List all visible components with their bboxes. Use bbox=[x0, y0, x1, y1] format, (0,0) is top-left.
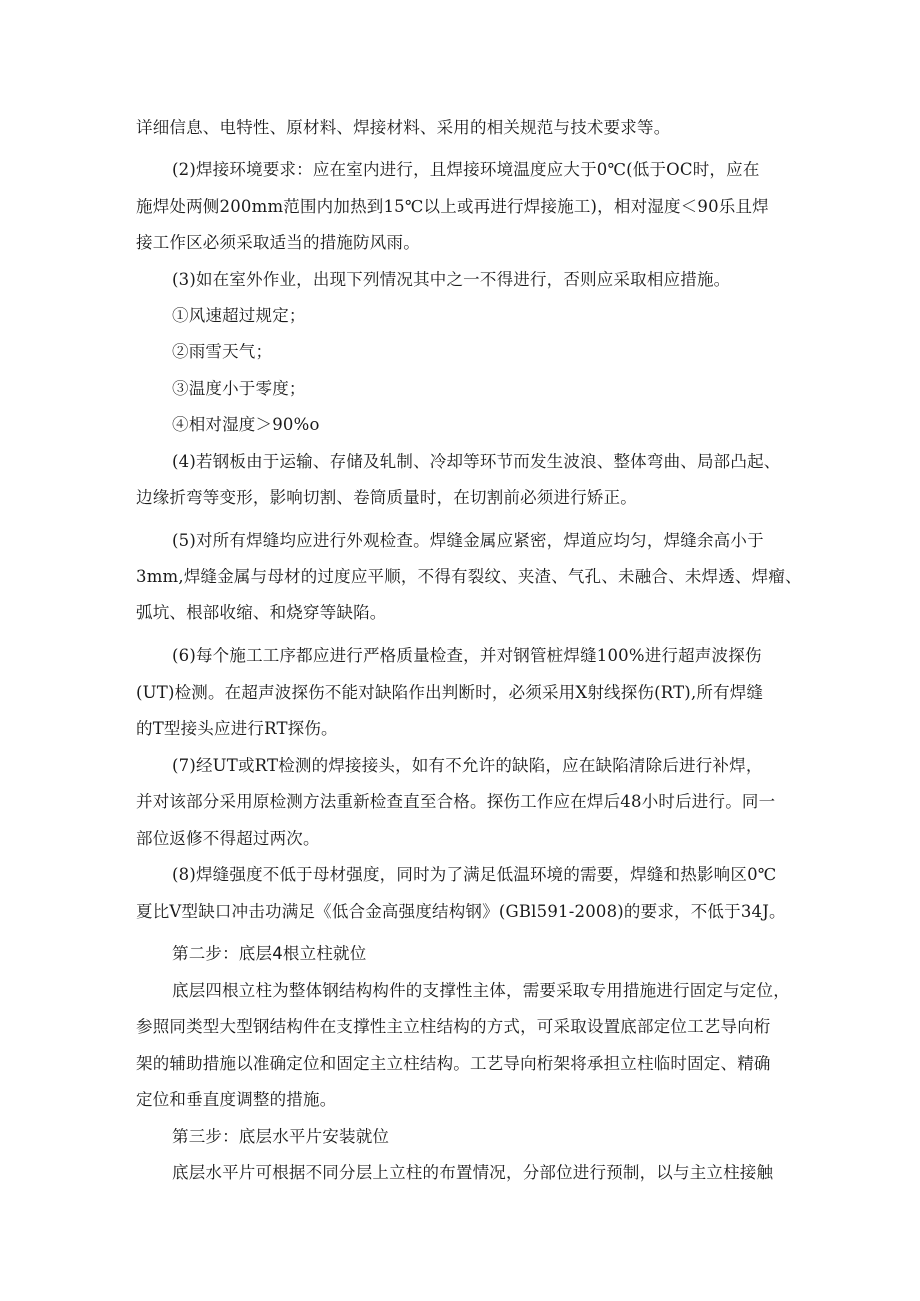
text-line: (4)若钢板由于运输、存储及轧制、冷却等环节而发生波浪、整体弯曲、局部凸起、 bbox=[172, 452, 781, 471]
text-line: 部位返修不得超过两次。 bbox=[136, 829, 320, 848]
text-line: 夏比V型缺口冲击功满足《低合金高强度结构钢》(GBl591-2008)的要求，不低于34J。 bbox=[136, 902, 786, 921]
list-item: ①风速超过规定； bbox=[172, 306, 306, 325]
text-line: 边缘折弯等变形，影响切割、卷筒质量时，在切割前必须进行矫正。 bbox=[136, 488, 637, 507]
text-line: (7)经UT或RT检测的焊接接头，如有不允许的缺陷，应在缺陷清除后进行补焊， bbox=[172, 756, 763, 775]
text-line: 3mm,焊缝金属与母材的过度应平顺，不得有裂纹、夹渣、气孔、未融合、未焊透、焊瘤、 bbox=[136, 567, 802, 586]
section-heading: 第三步：底层水平片安装就位 bbox=[172, 1127, 390, 1146]
list-item: ②雨雪天气； bbox=[172, 342, 273, 361]
text-line: 接工作区必须采取适当的措施防风雨。 bbox=[136, 233, 420, 252]
text-line: 的T型接头应进行RT探伤。 bbox=[136, 719, 338, 738]
text-line: (2)焊接环境要求：应在室内进行，且焊接环境温度应大于0℃(低于OC时，应在 bbox=[172, 160, 760, 179]
text-line: 架的辅助措施以准确定位和固定主立柱结构。工艺导向桁架将承担立柱临时固定、精确 bbox=[136, 1054, 771, 1073]
text-line: 定位和垂直度调整的措施。 bbox=[136, 1090, 337, 1109]
text-line: (3)如在室外作业，出现下列情况其中之一不得进行，否则应采取相应措施。 bbox=[172, 270, 731, 289]
section-heading: 第二步：底层4根立柱就位 bbox=[172, 944, 367, 963]
list-item: ④相对湿度＞90%o bbox=[172, 415, 320, 434]
text-line: 参照同类型大型钢结构件在支撑性主立柱结构的方式，可采取设置底部定位工艺导向桁 bbox=[136, 1017, 771, 1036]
text-line: 详细信息、电特性、原材料、焊接材料、采用的相关规范与技术要求等。 bbox=[136, 118, 671, 137]
list-item: ③温度小于零度； bbox=[172, 379, 306, 398]
text-line: 施焊处两侧200mm范围内加热到15℃以上或再进行焊接施工)，相对湿度＜90乐且焊 bbox=[136, 197, 769, 216]
text-line: (UT)检测。在超声波探伤不能对缺陷作出判断时，必须采用X射线探伤(RT),所有焊缝 bbox=[136, 683, 764, 702]
text-line: 底层四根立柱为整体钢结构构件的支撑性主体，需要采取专用措施进行固定与定位， bbox=[172, 981, 790, 1000]
text-line: 弧坑、根部收缩、和烧穿等缺陷。 bbox=[136, 603, 387, 622]
text-line: 底层水平片可根据不同分层上立柱的布置情况，分部位进行预制，以与主立柱接触 bbox=[172, 1163, 774, 1182]
text-line: (8)焊缝强度不低于母材强度，同时为了满足低温环境的需要，焊缝和热影响区0℃ bbox=[172, 865, 777, 884]
text-line: 并对该部分采用原检测方法重新检查直至合格。探伤工作应在焊后48小时后进行。同一 bbox=[136, 792, 776, 811]
text-line: (5)对所有焊缝均应进行外观检查。焊缝金属应紧密，焊道应均匀，焊缝余高小于 bbox=[172, 531, 764, 550]
text-line: (6)每个施工工序都应进行严格质量检查，并对钢管桩焊缝100%进行超声波探伤 bbox=[172, 646, 762, 665]
